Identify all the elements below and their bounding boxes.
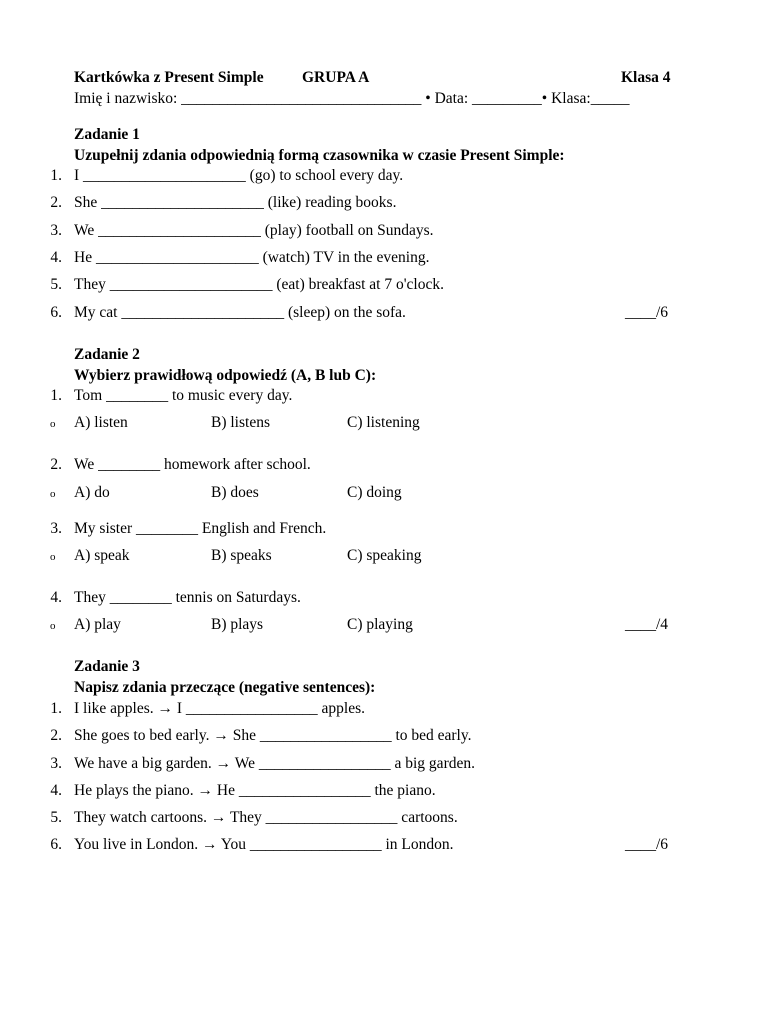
option-b: B) speaks xyxy=(211,547,272,564)
task1-item-text: My cat _____________________ (sleep) on the sofa. xyxy=(74,304,406,321)
task2-item-text: They ________ tennis on Saturdays. xyxy=(74,589,301,606)
task1-score: ____/6 xyxy=(624,304,668,321)
task1-item-number: 6. xyxy=(50,304,62,321)
task3-title: Zadanie 3 xyxy=(74,658,140,675)
task1-item-text: I _____________________ (go) to school every day. xyxy=(74,167,404,184)
student-fields-line: Imię i nazwisko: _______________________________ • Data: _________• Klasa:_____ xyxy=(74,90,630,107)
option-a: A) speak xyxy=(74,547,130,564)
task3-instruction: Napisz zdania przeczące (negative sentences): xyxy=(74,679,376,696)
task2-item-text: Tom ________ to music every day. xyxy=(74,387,293,404)
task2-item-text: My sister ________ English and French. xyxy=(74,520,327,537)
option-a: A) play xyxy=(74,616,121,633)
task2-title: Zadanie 2 xyxy=(74,346,140,363)
option-c: C) doing xyxy=(347,484,402,501)
task3-item-number: 5. xyxy=(50,809,62,826)
task1-item-text: We _____________________ (play) football on Sundays. xyxy=(74,222,434,239)
task1-item-number: 1. xyxy=(50,167,62,184)
task3-item-text: They watch cartoons. → They _________________ cartoons. xyxy=(74,809,458,826)
task1-item-number: 3. xyxy=(50,222,62,239)
task1-item-text: They _____________________ (eat) breakfast at 7 o'clock. xyxy=(74,276,444,293)
task3-item-number: 1. xyxy=(50,700,62,717)
class-label: Klasa 4 xyxy=(621,69,671,86)
task1-item-text: She _____________________ (like) reading books. xyxy=(74,194,397,211)
task3-item-number: 3. xyxy=(50,755,62,772)
task3-score: ____/6 xyxy=(624,836,668,853)
task2-item-number: 4. xyxy=(50,589,62,606)
task2-instruction: Wybierz prawidłową odpowiedź (A, B lub C): xyxy=(74,367,377,384)
option-c: C) listening xyxy=(347,414,420,431)
task2-item-number: 1. xyxy=(50,387,62,404)
option-bullet: o xyxy=(50,620,56,632)
task1-item-text: He _____________________ (watch) TV in the evening. xyxy=(74,249,430,266)
option-a: A) do xyxy=(74,484,110,501)
task2-item-text: We ________ homework after school. xyxy=(74,456,311,473)
option-b: B) does xyxy=(211,484,259,501)
option-c: C) playing xyxy=(347,616,413,633)
task1-item-number: 4. xyxy=(50,249,62,266)
task1-instruction: Uzupełnij zdania odpowiednią formą czasownika w czasie Present Simple: xyxy=(74,147,565,164)
task3-item-text: I like apples. → I _________________ apples. xyxy=(74,700,366,717)
task3-item-text: You live in London. → You _________________ in London. xyxy=(74,836,454,853)
task3-item-text: She goes to bed early. → She _________________ to bed early. xyxy=(74,727,472,744)
task2-item-number: 3. xyxy=(50,520,62,537)
option-c: C) speaking xyxy=(347,547,422,564)
task3-item-text: We have a big garden. → We _________________ a big garden. xyxy=(74,755,475,772)
task2-score: ____/4 xyxy=(624,616,668,633)
task3-item-text: He plays the piano. → He _________________ the piano. xyxy=(74,782,436,799)
task3-item-number: 2. xyxy=(50,727,62,744)
option-b: B) plays xyxy=(211,616,264,633)
worksheet-title: Kartkówka z Present Simple xyxy=(74,69,264,86)
task2-item-number: 2. xyxy=(50,456,62,473)
option-bullet: o xyxy=(50,488,56,500)
option-bullet: o xyxy=(50,418,56,430)
option-a: A) listen xyxy=(74,414,128,431)
task1-title: Zadanie 1 xyxy=(74,126,140,143)
group-label: GRUPA A xyxy=(302,69,370,86)
task1-item-number: 5. xyxy=(50,276,62,293)
option-b: B) listens xyxy=(211,414,270,431)
task3-item-number: 4. xyxy=(50,782,62,799)
option-bullet: o xyxy=(50,551,56,563)
task1-item-number: 2. xyxy=(50,194,62,211)
task3-item-number: 6. xyxy=(50,836,62,853)
